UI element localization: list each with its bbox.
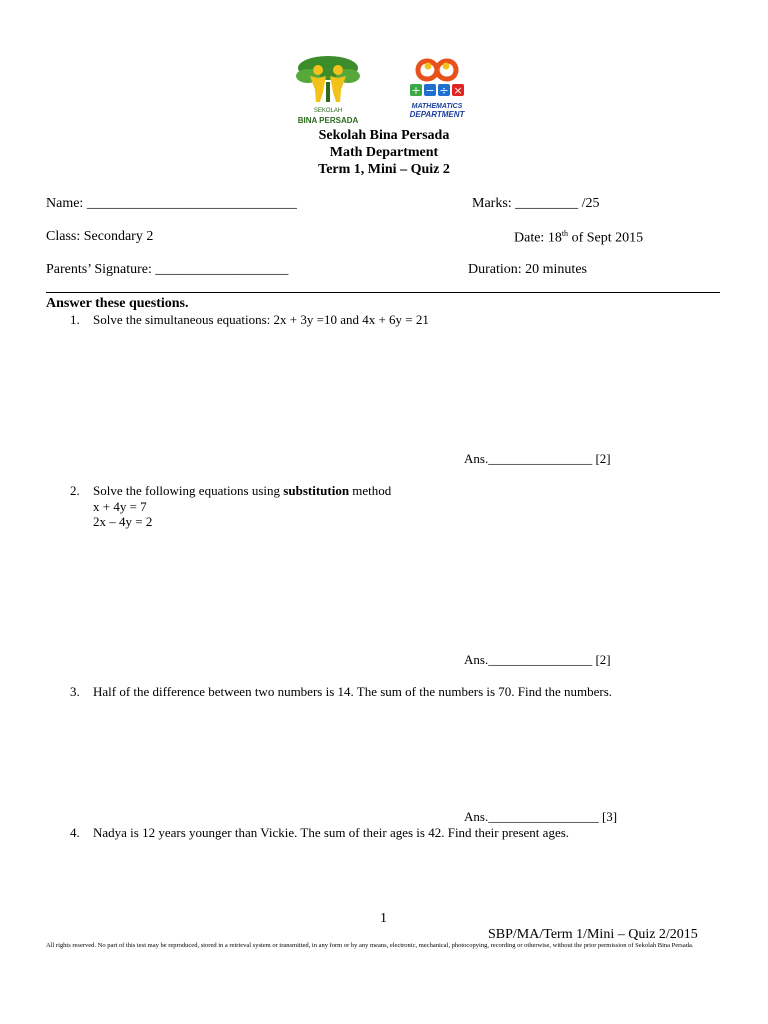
question-4 bbox=[70, 825, 569, 841]
date-text bbox=[514, 229, 643, 247]
answer-blank[interactable]: ________________ bbox=[488, 652, 593, 667]
instructions: Answer these questions. bbox=[46, 296, 189, 311]
svg-text:×: × bbox=[453, 84, 463, 97]
math-department-logo bbox=[404, 56, 470, 120]
department-name: Math Department bbox=[329, 145, 439, 160]
page-number: 1 bbox=[380, 911, 387, 926]
class-text: Class: Secondary 2 bbox=[46, 229, 154, 244]
answer-line-3[interactable] bbox=[464, 809, 617, 825]
school-logo bbox=[290, 54, 366, 125]
question-text: Solve the following equations using substitution method bbox=[93, 483, 392, 498]
answer-label: Ans. bbox=[464, 652, 489, 667]
copyright-notice: All rights reserved. No part of this test may be reproduced, stored in a retrieval system or transmitted, in any form or by any means, electronic, mechanical, photocopying, recording or otherwise, without the prior permission of Sekolah Bina Persada. bbox=[46, 942, 694, 949]
question-number: 2. bbox=[70, 483, 80, 498]
parents-signature-field[interactable] bbox=[46, 262, 288, 278]
svg-text:−: − bbox=[425, 84, 435, 97]
question-number: 4. bbox=[70, 825, 80, 840]
marks-label: Marks: bbox=[472, 196, 512, 211]
question-number: 1. bbox=[70, 312, 80, 327]
date-superscript: th bbox=[561, 229, 569, 238]
marks-blank[interactable]: _________ bbox=[515, 196, 579, 211]
date-suffix: of Sept 2015 bbox=[568, 230, 644, 246]
question-marks: [2] bbox=[595, 652, 611, 667]
substitution-keyword: substitution bbox=[283, 483, 350, 498]
duration-text: Duration: 20 minutes bbox=[468, 262, 587, 277]
question-number: 3. bbox=[70, 684, 80, 699]
document-code: SBP/MA/Term 1/Mini – Quiz 2/2015 bbox=[488, 927, 698, 942]
date-prefix: Date: 18 bbox=[514, 230, 562, 246]
school-logo-text: SEKOLAH BINA PERSADA bbox=[297, 108, 359, 125]
question-1 bbox=[70, 312, 429, 328]
name-field[interactable] bbox=[46, 196, 297, 212]
answer-line-2[interactable] bbox=[464, 652, 611, 668]
question-marks: [2] bbox=[595, 451, 611, 466]
name-blank[interactable]: ______________________________ bbox=[86, 196, 297, 211]
header-divider bbox=[46, 292, 720, 293]
quiz-title: Term 1, Mini – Quiz 2 bbox=[318, 162, 450, 177]
equation-2: 2x – 4y = 2 bbox=[93, 514, 153, 529]
parents-signature-label: Parents’ Signature: bbox=[46, 262, 152, 277]
parents-signature-blank[interactable]: ___________________ bbox=[155, 262, 289, 277]
answer-label: Ans. bbox=[464, 809, 489, 824]
question-marks: [3] bbox=[601, 809, 618, 824]
question-3 bbox=[70, 684, 612, 700]
svg-text:÷: ÷ bbox=[439, 84, 449, 97]
name-label: Name: bbox=[46, 196, 84, 211]
question-2 bbox=[70, 483, 391, 499]
question-text: Nadya is 12 years younger than Vickie. The sum of their ages is 42. Find their present ages. bbox=[93, 825, 570, 840]
school-name: Sekolah Bina Persada bbox=[318, 128, 450, 143]
question-text: Half of the difference between two numbers is 14. The sum of the numbers is 70. Find the numbers. bbox=[93, 684, 613, 699]
svg-text:+: + bbox=[411, 84, 421, 97]
answer-blank[interactable]: _________________ bbox=[488, 809, 599, 824]
answer-line-1[interactable] bbox=[464, 451, 611, 467]
marks-field[interactable] bbox=[472, 196, 600, 212]
equation-1: x + 4y = 7 bbox=[93, 499, 147, 514]
marks-total: /25 bbox=[581, 196, 600, 211]
answer-blank[interactable]: ________________ bbox=[488, 451, 593, 466]
math-logo-text: MATHEMATICS DEPARTMENT bbox=[409, 103, 465, 119]
question-text: Solve the simultaneous equations: 2x + 3y =10 and 4x + 6y = 21 bbox=[93, 312, 429, 327]
answer-label: Ans. bbox=[464, 451, 489, 466]
